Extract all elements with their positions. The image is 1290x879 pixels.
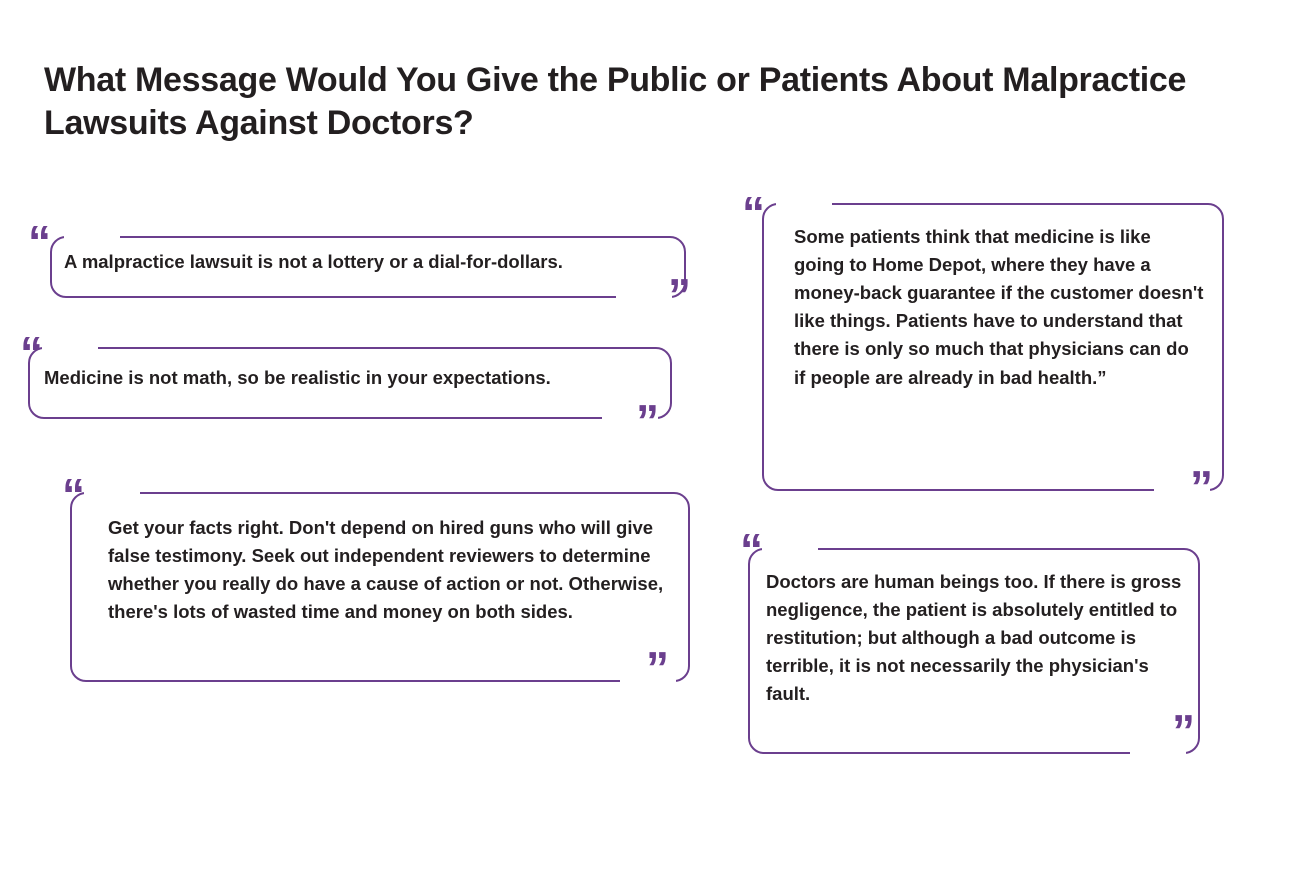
page-title: What Message Would You Give the Public or Patients About Malpractice Lawsuits Against Doctors?: [44, 60, 1187, 143]
close-quote-icon: ”: [646, 642, 667, 694]
frame-gap-top-left: [762, 544, 818, 554]
quote-text: A malpractice lawsuit is not a lottery or a dial-for-dollars.: [64, 251, 563, 272]
close-quote-icon: ”: [1172, 705, 1193, 757]
quote-text: Medicine is not math, so be realistic in your expectations.: [44, 367, 551, 388]
frame-gap-top-left: [84, 488, 140, 498]
close-quote-icon: ”: [1190, 461, 1211, 513]
quote-card-home-depot: [762, 203, 1224, 491]
quote-card-facts: [70, 492, 690, 682]
open-quote-icon: “: [740, 524, 761, 576]
close-quote-icon: ”: [668, 269, 689, 321]
quote-card-human-beings: [748, 548, 1200, 757]
frame-gap-top-left: [42, 343, 98, 353]
open-quote-icon: “: [28, 216, 49, 268]
quote-text: Doctors are human beings too. If there is gross negligence, the patient is absolutely entitled to restitution; but although a bad outcome is terrible, it is not necessarily the physician's fault.: [766, 571, 1182, 705]
open-quote-icon: “: [62, 469, 83, 521]
quote-text: Get your facts right. Don't depend on hired guns who will give false testimony. Seek out independent reviewers to determine whether you really do have a cause of action or not. Otherwise, there's lots of wasted time and money on both sides.: [108, 517, 664, 623]
quote-text: Some patients think that medicine is like going to Home Depot, where they have a money-back guarantee if the customer doesn't like things. Patients have to understand that there is only so much that physicians can do if people are already in bad health.”: [794, 226, 1204, 388]
frame-gap-top-left: [64, 232, 120, 242]
open-quote-icon: “: [742, 187, 763, 239]
frame-gap-top-left: [776, 199, 832, 209]
frame-gap-bottom-right: [616, 292, 672, 302]
open-quote-icon: “: [20, 327, 41, 379]
close-quote-icon: ”: [636, 395, 657, 447]
quote-card-lottery: [50, 236, 686, 298]
quote-card-math: [28, 347, 672, 419]
